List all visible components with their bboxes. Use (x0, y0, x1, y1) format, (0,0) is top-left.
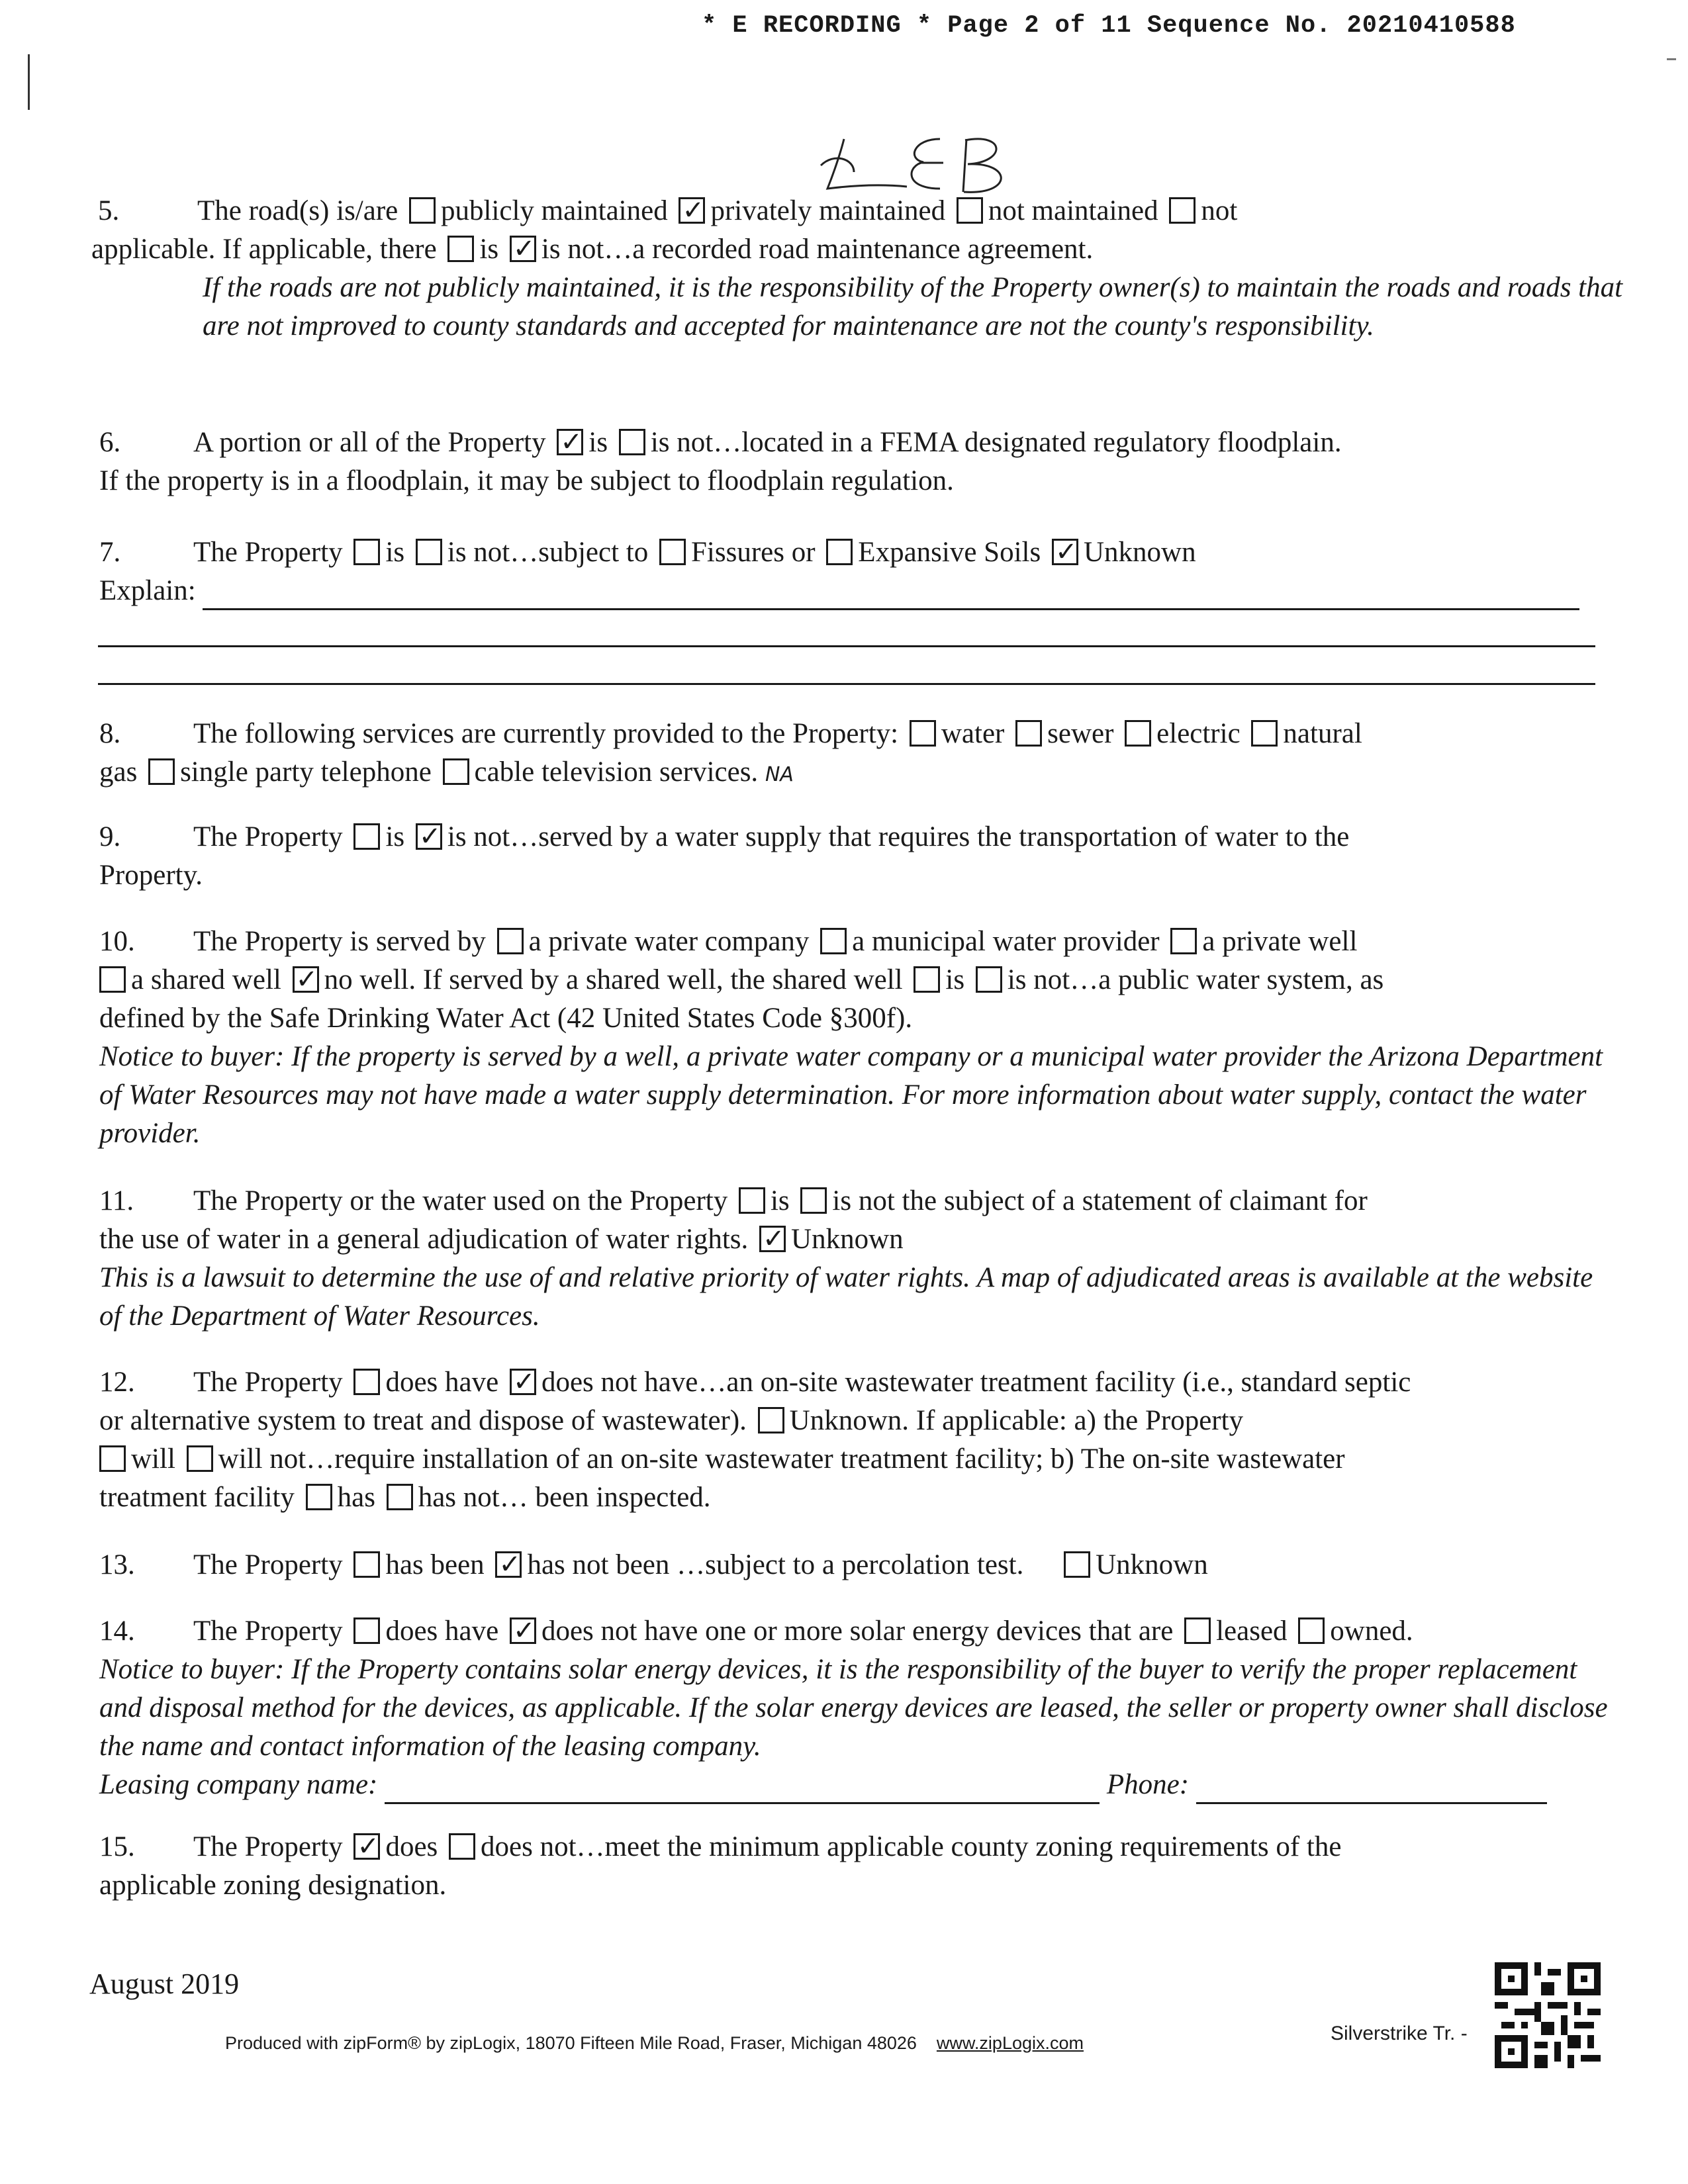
item-15 (99, 1828, 1622, 1905)
item-8 (99, 715, 1622, 794)
item-text: The road(s) is/are (197, 195, 399, 226)
item-14 (99, 1612, 1622, 1804)
checkbox-solar-does-have[interactable] (353, 1617, 380, 1644)
checkbox-percolation-unknown[interactable] (1064, 1551, 1090, 1578)
checkbox-soil-is[interactable] (353, 539, 380, 565)
checkbox-publicly-maintained[interactable] (409, 197, 436, 224)
checkbox-installation-will-not[interactable] (187, 1445, 213, 1472)
checkbox-installation-will[interactable] (99, 1445, 126, 1472)
item-text: The Property is served by (193, 926, 486, 957)
option-label: electric (1156, 718, 1241, 749)
option-label: has not been …subject to a percolation test. (527, 1549, 1024, 1580)
option-label: not maintained (988, 195, 1158, 226)
checkbox-solar-owned[interactable] (1298, 1617, 1325, 1644)
checkbox-telephone[interactable] (148, 758, 175, 785)
produced-by (225, 2033, 1084, 2054)
option-label: Expansive Soils (858, 537, 1041, 568)
item-text: A portion or all of the Property (193, 427, 546, 458)
checkbox-wastewater-unknown[interactable] (758, 1407, 784, 1433)
item-notice: Notice to buyer: If the Property contains solar energy devices, it is the responsibility of the buyer to verify the proper replacement and disposal method for the devices, as applicable. If the solar energy devices are leased, the seller or property owner shall disclose the name and contact information of the leasing company. (99, 1654, 1608, 1762)
checkbox-no-well[interactable] (293, 966, 319, 993)
option-label: Fissures or (691, 537, 816, 568)
checkbox-private-water-company[interactable] (497, 928, 524, 954)
checkbox-solar-does-not-have[interactable] (510, 1617, 536, 1644)
item-text: The Property (193, 537, 343, 568)
checkbox-not-applicable[interactable] (1169, 197, 1196, 224)
item-5 (91, 192, 1623, 345)
checkbox-percolation-has-not-been[interactable] (495, 1551, 522, 1578)
option-label: not (1201, 195, 1238, 226)
checkbox-not-maintained[interactable] (957, 197, 983, 224)
checkbox-municipal-water[interactable] (820, 928, 847, 954)
item-notice: Notice to buyer: If the property is served by a well, a private water company or a municipal water provider the Arizona Department of Water Resources may not have made a water supply determination. For more information about water supply, contact the water provider. (99, 1041, 1603, 1149)
item-text: applicable zoning designation. (99, 1870, 447, 1901)
item-number: 5. (98, 195, 120, 226)
option-label: is not…served by a water supply that requires the transportation of water to the (447, 821, 1350, 852)
item-text: the use of water in a general adjudication of water rights. (99, 1224, 749, 1255)
item-number: 9. (99, 821, 121, 852)
checkbox-private-well[interactable] (1170, 928, 1197, 954)
item-text: The Property (193, 1831, 343, 1862)
option-label: single party telephone (180, 756, 432, 788)
checkbox-floodplain-is[interactable] (557, 429, 583, 455)
option-label: is not…a recorded road maintenance agreement. (541, 234, 1094, 265)
option-label: Unknown. (789, 1405, 910, 1436)
checkbox-zoning-does[interactable] (353, 1833, 380, 1860)
transaction-name: Silverstrike Tr. - (1331, 2023, 1468, 2044)
checkbox-soil-unknown[interactable] (1052, 539, 1078, 565)
checkbox-natural-gas[interactable] (1251, 720, 1278, 747)
qr-code-icon (1495, 1962, 1601, 2068)
item-12 (99, 1363, 1622, 1517)
phone-label: Phone: (1106, 1769, 1190, 1800)
checkbox-soil-is-not[interactable] (416, 539, 442, 565)
option-label: cable television services. (474, 756, 759, 788)
option-label: is (479, 234, 499, 265)
option-label: will not…require installation of an on-site wastewater treatment facility; b) The on-site wastewater (218, 1443, 1345, 1475)
option-label: owned. (1330, 1615, 1413, 1647)
item-text: or alternative system to treat and dispose of wastewater). (99, 1405, 747, 1436)
item-text: If applicable: a) the Property (915, 1405, 1244, 1436)
produced-text: Produced with zipForm® by zipLogix, 18070 Fifteen Mile Road, Fraser, Michigan 48026 (225, 2033, 917, 2053)
checkbox-public-system-is-not[interactable] (976, 966, 1002, 993)
option-label: water (941, 718, 1005, 749)
checkbox-percolation-has-been[interactable] (353, 1551, 380, 1578)
checkbox-electric[interactable] (1125, 720, 1151, 747)
item-number: 8. (99, 718, 121, 749)
checkbox-adjudication-is-not[interactable] (800, 1187, 827, 1214)
leasing-company-label: Leasing company name: (99, 1769, 378, 1800)
option-label: is (945, 964, 965, 995)
option-label: does (385, 1831, 438, 1862)
item-notice: This is a lawsuit to determine the use of and relative priority of water rights. A map of adjudicated areas is available at the website of the Department of Water Resources. (99, 1262, 1593, 1332)
checkbox-privately-maintained[interactable] (679, 197, 705, 224)
option-label: a private water company (528, 926, 810, 957)
form-date: August 2019 (89, 1968, 240, 2000)
item-number: 14. (99, 1615, 135, 1647)
item-text: treatment facility (99, 1482, 295, 1513)
checkbox-inspected-has[interactable] (306, 1484, 332, 1510)
checkbox-public-system-is[interactable] (914, 966, 940, 993)
checkbox-wastewater-does-have[interactable] (353, 1369, 380, 1395)
checkbox-adjudication-is[interactable] (739, 1187, 765, 1214)
option-label: leased (1216, 1615, 1288, 1647)
item-number: 6. (99, 427, 121, 458)
item-notice: If the roads are not publicly maintained, it is the responsibility of the Property owner(s) to maintain the roads and roads that are not improved to county standards and accepted for maintenance are not the county's responsibility. (203, 272, 1623, 341)
explain-label: Explain: (99, 575, 196, 606)
option-label: is not…subject to (447, 537, 649, 568)
item-text: The Property (193, 821, 343, 852)
checkbox-expansive-soils[interactable] (826, 539, 853, 565)
option-label: Unknown (791, 1224, 904, 1255)
checkbox-solar-leased[interactable] (1184, 1617, 1211, 1644)
item-text: gas (99, 756, 138, 788)
option-label: has not… been inspected. (418, 1482, 711, 1513)
recording-header: * E RECORDING * Page 2 of 11 Sequence No. 20210410588 (702, 12, 1516, 40)
item-text: The Property (193, 1549, 343, 1580)
item-text: applicable. If applicable, there (91, 234, 437, 265)
item-text: Property. (99, 860, 203, 891)
item-9 (99, 818, 1622, 895)
checkbox-water[interactable] (910, 720, 936, 747)
option-label: a municipal water provider (852, 926, 1160, 957)
option-label: does not have one or more solar energy devices that are (541, 1615, 1174, 1647)
item-number: 13. (99, 1549, 135, 1580)
option-label: has been (385, 1549, 485, 1580)
leasing-company-input[interactable] (385, 1773, 1100, 1804)
item-number: 7. (99, 537, 121, 568)
option-label: no well. If served by a shared well, the shared well (324, 964, 903, 995)
checkbox-fissures[interactable] (659, 539, 686, 565)
item-text: The Property or the water used on the Property (193, 1185, 728, 1216)
item-number: 10. (99, 926, 135, 957)
option-label: has (337, 1482, 375, 1513)
item-text: The Property (193, 1367, 343, 1398)
checkbox-transport-is[interactable] (353, 823, 380, 850)
option-label: sewer (1047, 718, 1114, 749)
checkbox-inspected-has-not[interactable] (387, 1484, 413, 1510)
checkbox-agreement-is[interactable] (447, 236, 474, 262)
ziplogix-link[interactable]: www.zipLogix.com (936, 2033, 1084, 2053)
option-label: is (770, 1185, 790, 1216)
option-label: a private well (1202, 926, 1358, 957)
checkbox-zoning-does-not[interactable] (449, 1833, 475, 1860)
item-text: If the property is in a floodplain, it may be subject to floodplain regulation. (99, 465, 954, 496)
item-7 (99, 533, 1622, 610)
checkbox-adjudication-unknown[interactable] (759, 1226, 786, 1252)
item-number: 11. (99, 1185, 134, 1216)
checkbox-agreement-is-not[interactable] (510, 236, 536, 262)
item-number: 15. (99, 1831, 135, 1862)
phone-input[interactable] (1196, 1773, 1547, 1804)
handwritten-note: NA (765, 763, 794, 786)
item-11 (99, 1182, 1622, 1336)
explain-input-line[interactable] (203, 579, 1579, 610)
item-number: 12. (99, 1367, 135, 1398)
option-label: does not have…an on-site wastewater treatment facility (i.e., standard septic (541, 1367, 1411, 1398)
option-label: does not…meet the minimum applicable county zoning requirements of the (481, 1831, 1342, 1862)
option-label: natural (1283, 718, 1362, 749)
option-label: is not…located in a FEMA designated regulatory floodplain. (650, 427, 1342, 458)
explain-input-line-3[interactable] (98, 683, 1595, 685)
checkbox-transport-is-not[interactable] (416, 823, 442, 850)
margin-dash (1667, 58, 1676, 60)
checkbox-floodplain-is-not[interactable] (619, 429, 645, 455)
option-label: does have (385, 1367, 499, 1398)
option-label: Unknown (1096, 1549, 1208, 1580)
option-label: Unknown (1083, 537, 1196, 568)
option-label: is not…a public water system, as (1007, 964, 1384, 995)
item-10 (99, 923, 1622, 1153)
option-label: is not the subject of a statement of claimant for (832, 1185, 1368, 1216)
item-13 (99, 1546, 1622, 1584)
option-label: a shared well (131, 964, 281, 995)
item-text: The following services are currently provided to the Property: (193, 718, 899, 749)
checkbox-cable[interactable] (443, 758, 469, 785)
checkbox-wastewater-does-not-have[interactable] (510, 1369, 536, 1395)
margin-mark (28, 54, 30, 110)
option-label: privately maintained (710, 195, 946, 226)
checkbox-sewer[interactable] (1015, 720, 1042, 747)
checkbox-shared-well[interactable] (99, 966, 126, 993)
option-label: publicly maintained (441, 195, 668, 226)
option-label: is (385, 821, 405, 852)
item-6 (99, 424, 1622, 500)
explain-input-line-2[interactable] (98, 645, 1595, 647)
option-label: is (588, 427, 608, 458)
option-label: does have (385, 1615, 499, 1647)
item-text: defined by the Safe Drinking Water Act (42 United States Code §300f). (99, 1003, 913, 1034)
option-label: is (385, 537, 405, 568)
option-label: will (131, 1443, 175, 1475)
item-text: The Property (193, 1615, 343, 1647)
